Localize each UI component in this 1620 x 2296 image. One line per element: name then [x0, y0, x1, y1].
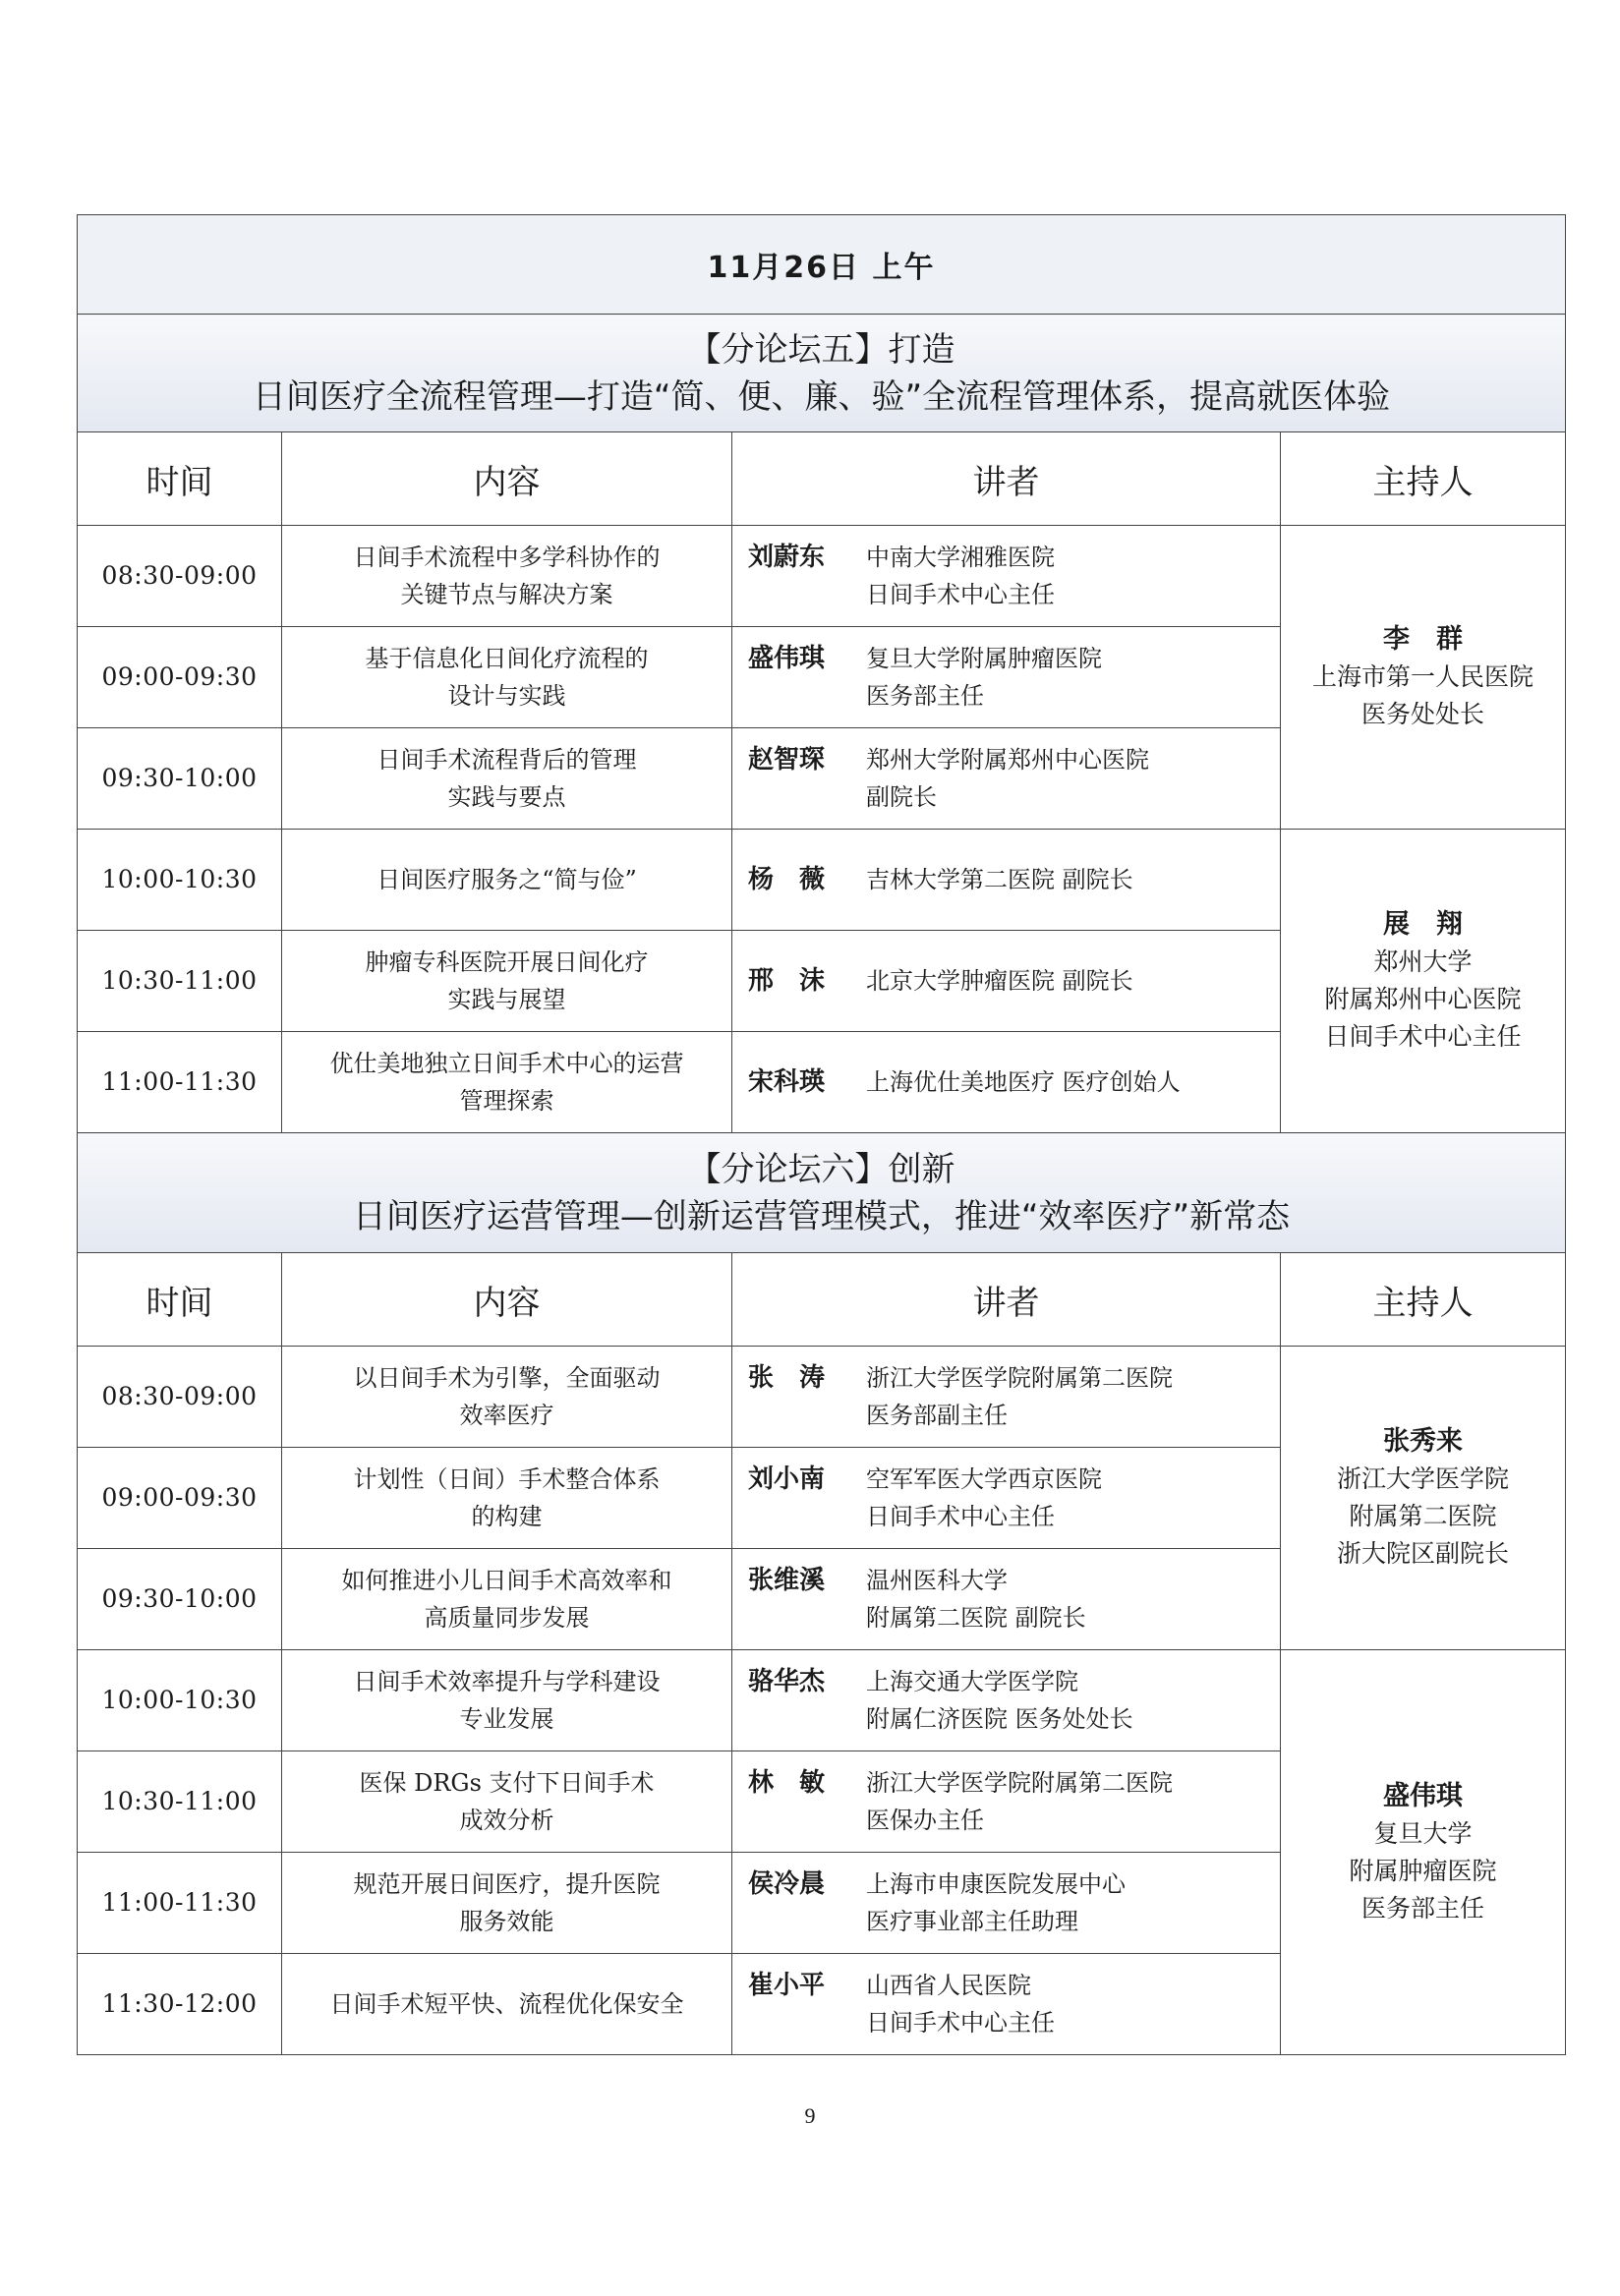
talk-speaker	[732, 1549, 1281, 1650]
talk-time: 10:00-10:30	[78, 830, 282, 931]
talk-speaker	[732, 830, 1281, 931]
forum-header	[78, 315, 1566, 432]
host-name: 展 翔	[1383, 909, 1463, 940]
talk-topic: 日间手术短平快、流程优化保安全	[282, 1954, 732, 2055]
column-header-time: 时间	[78, 432, 282, 526]
table-row	[78, 1650, 1566, 1751]
table-row	[78, 526, 1566, 627]
host-info: 郑州大学 附属郑州中心医院 日间手术中心主任	[1324, 947, 1522, 1051]
talk-time: 11:00-11:30	[78, 1853, 282, 1954]
talk-speaker	[732, 1650, 1281, 1751]
speaker-name: 刘蔚东	[748, 543, 826, 572]
host-name: 张秀来	[1383, 1426, 1463, 1457]
forum-subtitle: 日间医疗运营管理—创新运营管理模式，推进“效率医疗”新常态	[352, 1196, 1291, 1236]
column-header-content: 内容	[282, 1253, 732, 1347]
host-name: 李 群	[1383, 624, 1463, 655]
speaker-name: 杨 薇	[748, 865, 826, 894]
talk-time: 08:30-09:00	[78, 1347, 282, 1448]
forum-header-row	[78, 315, 1566, 432]
column-header-row	[78, 432, 1566, 526]
column-header-speaker: 讲者	[732, 1253, 1281, 1347]
talk-time: 09:00-09:30	[78, 1448, 282, 1549]
column-header-host: 主持人	[1281, 432, 1566, 526]
speaker-name: 盛伟琪	[748, 644, 826, 673]
speaker-affiliation: 郑州大学附属郑州中心医院 副院长	[866, 746, 1149, 811]
talk-speaker	[732, 1448, 1281, 1549]
speaker-affiliation: 上海市申康医院发展中心 医疗事业部主任助理	[866, 1870, 1126, 1935]
host-cell	[1281, 830, 1566, 1133]
talk-topic: 以日间手术为引擎，全面驱动 效率医疗	[282, 1347, 732, 1448]
table-row	[78, 1347, 1566, 1448]
column-header-row	[78, 1253, 1566, 1347]
speaker-affiliation: 浙江大学医学院附属第二医院 医务部副主任	[866, 1364, 1173, 1429]
talk-time: 08:30-09:00	[78, 526, 282, 627]
speaker-name: 宋科瑛	[748, 1067, 826, 1097]
speaker-affiliation: 北京大学肿瘤医院 副院长	[866, 967, 1133, 995]
speaker-affiliation: 上海优仕美地医疗 医疗创始人	[866, 1068, 1181, 1096]
speaker-name: 张维溪	[748, 1566, 826, 1595]
speaker-name: 崔小平	[748, 1971, 826, 2000]
speaker-name: 邢 沫	[748, 966, 826, 996]
date-header: 11月26日 上午	[78, 215, 1566, 315]
column-header-speaker: 讲者	[732, 432, 1281, 526]
speaker-name: 刘小南	[748, 1464, 826, 1494]
speaker-name: 张 涛	[748, 1363, 826, 1393]
speaker-name: 侯冷晨	[748, 1869, 826, 1899]
talk-time: 11:30-12:00	[78, 1954, 282, 2055]
forum-title: 【分论坛六】创新	[687, 1149, 955, 1189]
speaker-affiliation: 吉林大学第二医院 副院长	[866, 866, 1133, 893]
host-cell	[1281, 1650, 1566, 2055]
host-info: 复旦大学 附属肿瘤医院 医务部主任	[1349, 1818, 1497, 1923]
speaker-name: 骆华杰	[748, 1667, 826, 1696]
column-header-host: 主持人	[1281, 1253, 1566, 1347]
talk-time: 09:00-09:30	[78, 627, 282, 728]
talk-topic: 日间手术流程中多学科协作的 关键节点与解决方案	[282, 526, 732, 627]
talk-time: 10:30-11:00	[78, 931, 282, 1032]
speaker-affiliation: 复旦大学附属肿瘤医院 医务部主任	[866, 645, 1102, 710]
talk-topic: 规范开展日间医疗，提升医院 服务效能	[282, 1853, 732, 1954]
forum-header-row	[78, 1133, 1566, 1253]
host-cell	[1281, 526, 1566, 830]
host-name: 盛伟琪	[1383, 1780, 1463, 1811]
talk-topic: 基于信息化日间化疗流程的 设计与实践	[282, 627, 732, 728]
talk-speaker	[732, 1751, 1281, 1853]
speaker-affiliation: 温州医科大学 附属第二医院 副院长	[866, 1567, 1086, 1632]
forum-subtitle: 日间医疗全流程管理—打造“简、便、廉、验”全流程管理体系，提高就医体验	[252, 376, 1391, 417]
talk-speaker	[732, 728, 1281, 830]
speaker-affiliation: 中南大学湘雅医院 日间手术中心主任	[866, 544, 1055, 608]
date-header-row	[78, 215, 1566, 315]
talk-time: 10:30-11:00	[78, 1751, 282, 1853]
talk-time: 10:00-10:30	[78, 1650, 282, 1751]
talk-speaker	[732, 526, 1281, 627]
talk-time: 09:30-10:00	[78, 1549, 282, 1650]
schedule-table	[77, 214, 1566, 2055]
talk-topic: 肿瘤专科医院开展日间化疗 实践与展望	[282, 931, 732, 1032]
talk-topic: 日间手术流程背后的管理 实践与要点	[282, 728, 732, 830]
speaker-affiliation: 浙江大学医学院附属第二医院 医保办主任	[866, 1769, 1173, 1834]
speaker-affiliation: 山西省人民医院 日间手术中心主任	[866, 1972, 1055, 2037]
talk-speaker	[732, 931, 1281, 1032]
page-number: 9	[804, 2103, 816, 2128]
talk-topic: 日间医疗服务之“简与俭”	[282, 830, 732, 931]
talk-topic: 优仕美地独立日间手术中心的运营 管理探索	[282, 1032, 732, 1133]
speaker-name: 林 敏	[748, 1768, 826, 1798]
table-row	[78, 830, 1566, 931]
talk-topic: 计划性（日间）手术整合体系 的构建	[282, 1448, 732, 1549]
talk-speaker	[732, 1032, 1281, 1133]
speaker-name: 赵智琛	[748, 745, 826, 775]
talk-topic: 如何推进小儿日间手术高效率和 高质量同步发展	[282, 1549, 732, 1650]
talk-speaker	[732, 627, 1281, 728]
talk-topic: 日间手术效率提升与学科建设 专业发展	[282, 1650, 732, 1751]
host-info: 浙江大学医学院 附属第二医院 浙大院区副院长	[1337, 1464, 1510, 1568]
talk-time: 09:30-10:00	[78, 728, 282, 830]
talk-topic: 医保 DRGs 支付下日间手术 成效分析	[282, 1751, 732, 1853]
speaker-affiliation: 空军军医大学西京医院 日间手术中心主任	[866, 1465, 1102, 1530]
forum-header	[78, 1133, 1566, 1253]
column-header-content: 内容	[282, 432, 732, 526]
host-info: 上海市第一人民医院 医务处处长	[1312, 662, 1534, 728]
speaker-affiliation: 上海交通大学医学院 附属仁济医院 医务处处长	[866, 1668, 1133, 1733]
host-cell	[1281, 1347, 1566, 1650]
forum-title: 【分论坛五】打造	[687, 329, 955, 370]
talk-speaker	[732, 1954, 1281, 2055]
column-header-time: 时间	[78, 1253, 282, 1347]
talk-speaker	[732, 1853, 1281, 1954]
talk-speaker	[732, 1347, 1281, 1448]
talk-time: 11:00-11:30	[78, 1032, 282, 1133]
